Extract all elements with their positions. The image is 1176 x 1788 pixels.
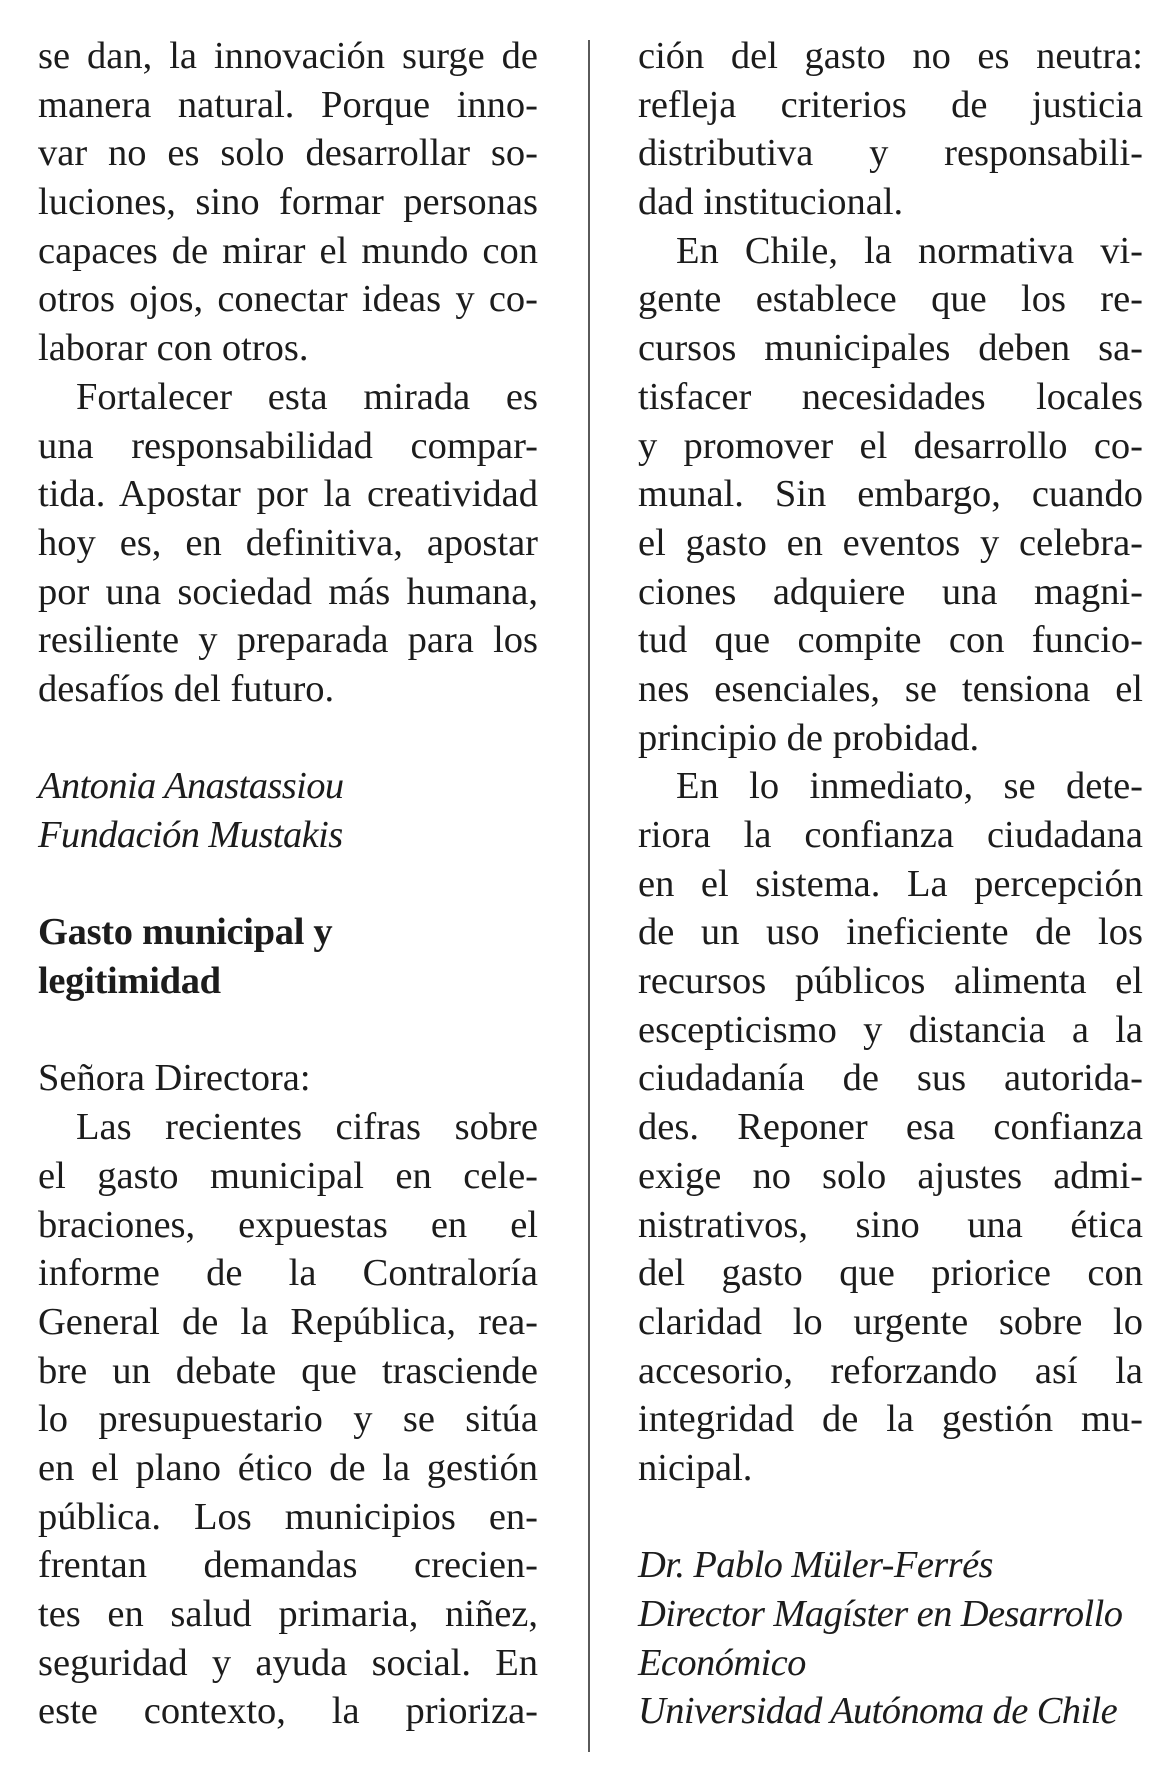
text-line: este contexto, la prioriza- (38, 1690, 538, 1733)
text-line: exige no solo ajustes admi- (638, 1154, 1143, 1197)
text-line: otros ojos, conectar ideas y co- (38, 278, 538, 321)
text-line: Las recientes cifras sobre (76, 1106, 538, 1149)
text-line: En Chile, la normativa vi- (676, 229, 1143, 272)
text-line: En lo inmediato, se dete- (676, 765, 1143, 808)
text-line: nistrativos, sino una ética (638, 1203, 1143, 1246)
signature-name: Antonia Anastassiou (38, 765, 344, 808)
text-line: cursos municipales deben sa- (638, 327, 1143, 370)
text-line: ción del gasto no es neutra: (638, 35, 1143, 77)
spacer (38, 1006, 538, 1055)
letter-paragraph-2 (638, 227, 1143, 763)
text-line: una responsabilidad compar- (38, 424, 538, 467)
text-line: hoy es, en definitiva, apostar (38, 521, 538, 564)
text-line: var no es solo desarrollar so- (38, 132, 538, 175)
text-line: tida. Apostar por la creatividad (38, 473, 538, 516)
text-line: ciudadanía de sus autorida- (638, 1057, 1143, 1100)
text-line: refleja criterios de justicia (638, 83, 1143, 126)
text-line: en el sistema. La percepción (638, 862, 1143, 905)
text-line: tud que compite con funcio- (638, 619, 1143, 662)
text-line: se dan, la innovación surge de (38, 35, 538, 77)
text-line: dad institucional. (638, 181, 904, 224)
text-line: y promover el desarrollo co- (638, 424, 1143, 467)
column-divider (588, 40, 590, 1752)
heading-line: Gasto municipal y (38, 911, 333, 954)
text-line: principio de probidad. (638, 716, 980, 759)
signature-pablo-muler-ferres (638, 1541, 1143, 1736)
text-line: nes esenciales, se tensiona el (638, 667, 1143, 710)
text-line: gente establece que los re- (638, 278, 1143, 321)
text-line: resiliente y preparada para los (38, 619, 538, 662)
text-line: en el plano ético de la gestión (38, 1446, 538, 1489)
letter-paragraph-1-continued (638, 32, 1143, 227)
letter-heading (38, 908, 538, 1005)
text-line: tes en salud primaria, niñez, (38, 1593, 538, 1635)
text-line: ciones adquiere una magni- (638, 570, 1143, 613)
text-line: Fortalecer esta mirada es (76, 375, 538, 418)
signature-antonia-anastassiou (38, 762, 538, 859)
text-line: manera natural. Porque inno- (38, 83, 538, 126)
previous-letter-paragraph-end (38, 32, 538, 373)
text-line: General de la República, rea- (38, 1300, 538, 1343)
text-line: el gasto municipal en cele- (38, 1154, 538, 1197)
text-line: lo presupuestario y se sitúa (38, 1398, 538, 1441)
signature-organization: Fundación Mustakis (38, 814, 343, 856)
text-line: del gasto que priorice con (638, 1252, 1143, 1295)
text-line: el gasto en eventos y celebra- (638, 521, 1143, 564)
text-line: riora la confianza ciudadana (638, 814, 1143, 856)
text-line: braciones, expuestas en el (38, 1203, 538, 1246)
spacer (38, 860, 538, 909)
text-line: claridad lo urgente sobre lo (638, 1300, 1143, 1343)
text-line: munal. Sin embargo, cuando (638, 473, 1143, 516)
heading-line: legitimidad (38, 960, 221, 1003)
text-line: integridad de la gestión mu- (638, 1398, 1143, 1441)
left-column (38, 32, 538, 1736)
text-line: escepticismo y distancia a la (638, 1008, 1143, 1051)
text-line: distributiva y responsabili- (638, 132, 1143, 175)
text-line: accesorio, reforzando así la (638, 1349, 1143, 1392)
text-line: laborar con otros. (38, 327, 309, 370)
letter-paragraph-3 (638, 762, 1143, 1492)
spacer (638, 1493, 1143, 1542)
text-line: recursos públicos alimenta el (638, 960, 1143, 1003)
text-line: informe de la Contraloría (38, 1252, 538, 1295)
signature-title: Económico (638, 1641, 806, 1684)
text-line: por una sociedad más humana, (38, 570, 538, 613)
text-line: tisfacer necesidades locales (638, 375, 1143, 418)
text-line: seguridad y ayuda social. En (38, 1641, 538, 1684)
text-line: desafíos del futuro. (38, 667, 335, 710)
text-line: capaces de mirar el mundo con (38, 229, 538, 272)
text-line: de un uso ineficiente de los (638, 911, 1143, 954)
spacer (38, 714, 538, 763)
text-line: frentan demandas crecien- (38, 1544, 538, 1587)
right-column (638, 32, 1143, 1736)
text-line: des. Reponer esa confianza (638, 1106, 1143, 1149)
previous-letter-closing-paragraph (38, 373, 538, 714)
letter-paragraph-1 (38, 1103, 538, 1736)
text-line: pública. Los municipios en- (38, 1495, 538, 1538)
text-line: luciones, sino formar personas (38, 181, 538, 224)
salutation (38, 1054, 538, 1103)
signature-organization: Universidad Autónoma de Chile (638, 1690, 1118, 1733)
signature-title: Director Magíster en Desarrollo (638, 1593, 1123, 1635)
text-line: bre un debate que trasciende (38, 1349, 538, 1392)
salutation-text: Señora Directora: (38, 1057, 311, 1100)
text-line: nicipal. (638, 1446, 753, 1489)
signature-name: Dr. Pablo Müler-Ferrés (638, 1544, 993, 1587)
